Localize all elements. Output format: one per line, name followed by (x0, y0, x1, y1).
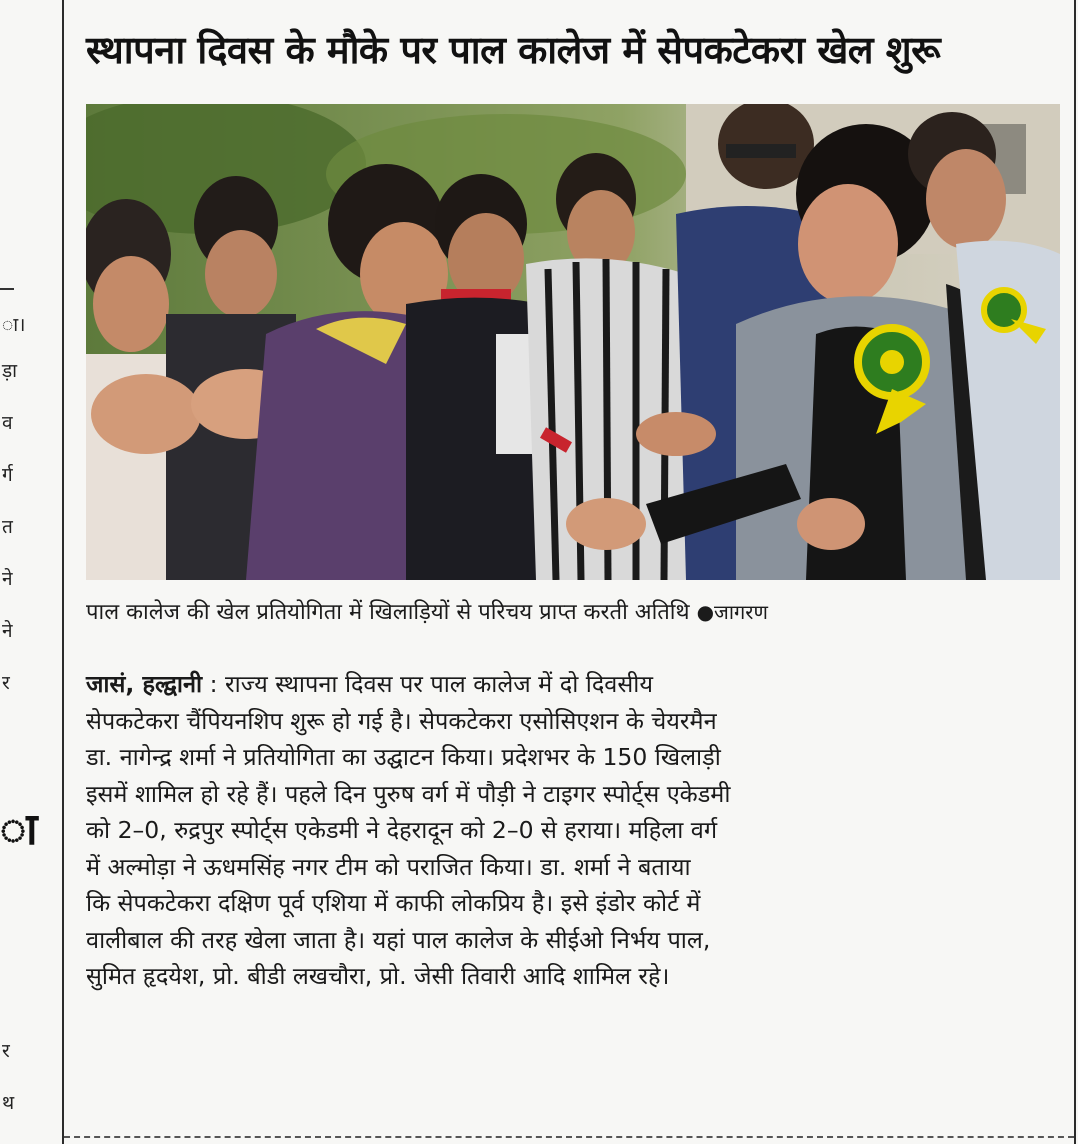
body-text: : राज्य स्थापना दिवस पर पाल कालेज में दो दिवसीय (209, 670, 653, 698)
adjacent-text-fragment: र (2, 1040, 10, 1062)
column-rule-right (1074, 0, 1076, 1144)
adjacent-text-fragment: त (2, 516, 13, 538)
article-body (86, 666, 1061, 995)
article-dateline: जासं, हल्द्वानी (86, 670, 203, 698)
adjacent-text-fragment: व (2, 412, 13, 434)
body-line: डा. नागेन्द्र शर्मा ने प्रतियोगिता का उद्घाटन किया। प्रदेशभर के 150 खिलाड़ी (86, 743, 721, 771)
photo-illustration (86, 104, 1060, 580)
body-line (86, 666, 1061, 703)
body-line: को 2–0, रुद्रपुर स्पोर्ट्स एकेडमी ने देहरादून को 2–0 से हराया। महिला वर्ग (86, 816, 718, 844)
news-article (64, 0, 1074, 1144)
body-line: कि सेपकटेकरा दक्षिण पूर्व एशिया में काफी लोकप्रिय है। इसे इंडोर कोर्ट में (86, 889, 701, 917)
article-photo (86, 104, 1060, 580)
adjacent-text-fragment: ड़ा (2, 360, 18, 382)
section-divider (64, 1136, 1074, 1138)
body-line: वालीबाल की तरह खेला जाता है। यहां पाल कालेज के सीईओ निर्भय पाल, (86, 925, 711, 954)
body-line: में अल्मोड़ा ने ऊधमसिंह नगर टीम को पराजित किया। डा. शर्मा ने बताया (86, 852, 691, 881)
adjacent-column-fragment (0, 0, 62, 1144)
caption-text: पाल कालेज की खेल प्रतियोगिता में खिलाड़ियों से परिचय प्राप्त करती अतिथि (86, 600, 690, 625)
photo-credit: ●जागरण (696, 600, 768, 624)
article-headline: स्थापना दिवस के मौके पर पाल कालेज में सेपकटेकरा खेल शुरू (86, 28, 941, 72)
body-line: सेपकटेकरा चैंपियनशिप शुरू हो गई है। सेपकटेकरा एसोसिएशन के चेयरमैन (86, 706, 717, 735)
adjacent-text-fragment: ने (2, 620, 13, 642)
adjacent-text-fragment: र (2, 672, 10, 694)
adjacent-text-fragment: ा। (2, 314, 26, 336)
body-line: सुमित हृदयेश, प्रो. बीडी लखचौरा, प्रो. जेसी तिवारी आदि शामिल रहे। (86, 962, 670, 990)
adjacent-text-fragment: र्ग (2, 464, 13, 486)
body-line: इसमें शामिल हो रहे हैं। पहले दिन पुरुष वर्ग में पौड़ी ने टाइगर स्पोर्ट्स एकेडमी (86, 779, 731, 808)
adjacent-heading-fragment: ा (0, 804, 38, 855)
photo-caption (86, 600, 1061, 626)
adjacent-text-fragment: थ (2, 1092, 15, 1114)
adjacent-text-fragment: ने (2, 568, 13, 590)
adjacent-column-rule (0, 288, 14, 290)
